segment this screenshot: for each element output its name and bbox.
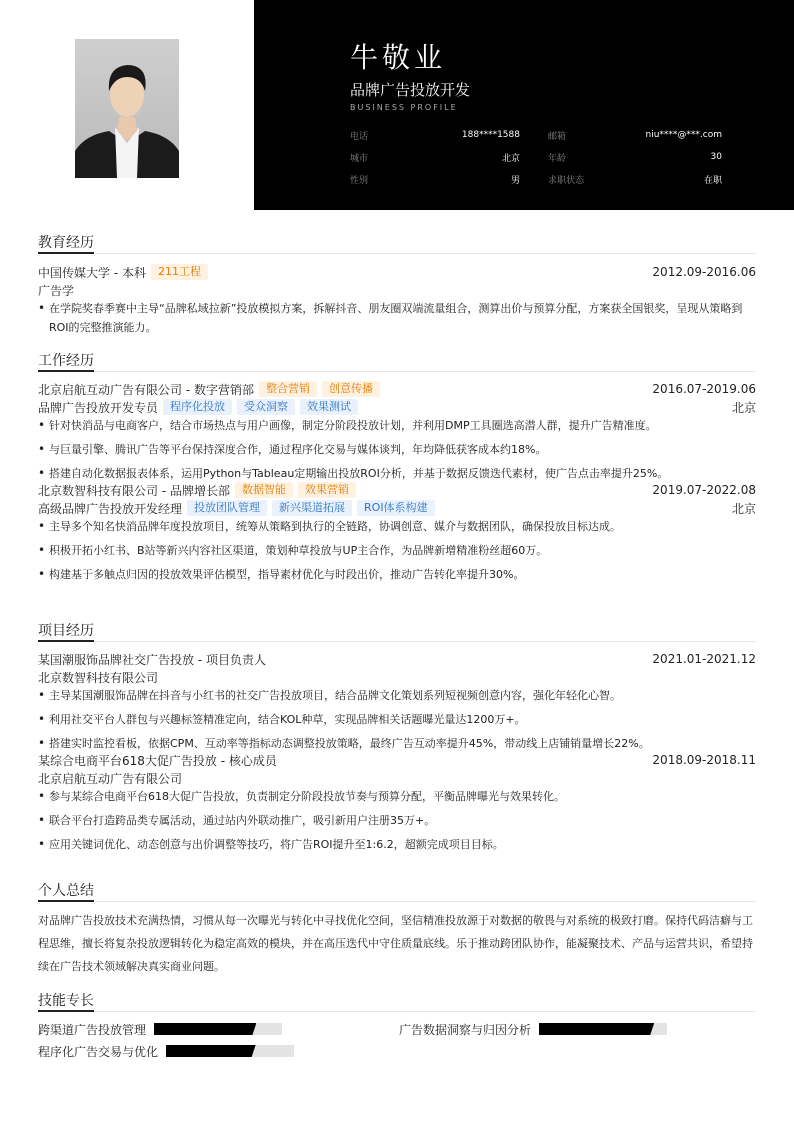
- info-label: 邮箱: [548, 131, 567, 142]
- project-date: 2021.01-2021.12: [652, 652, 756, 666]
- header-banner: [254, 0, 794, 210]
- project-bullets: [38, 686, 756, 753]
- list-item: • 利用社交平台人群包与兴趣标签精准定向，结合KOL种草，实现品牌相关话题曝光量达1200万+。: [38, 710, 756, 729]
- skill-fill: [166, 1045, 256, 1057]
- position-tag: 新兴渠道拓展: [272, 500, 352, 516]
- list-item: • 构建基于多触点归因的投放效果评估模型，指导素材优化与时段出价，推动广告转化率提升30%。: [38, 565, 756, 584]
- major-row: [38, 281, 756, 299]
- project-company: 北京启航互动广告有限公司: [38, 771, 183, 786]
- info-value: 北京: [501, 153, 520, 164]
- position-tag: 投放团队管理: [187, 500, 267, 516]
- project-entry: [38, 751, 756, 854]
- portrait-illustration: [75, 39, 179, 178]
- school-tag: 211工程: [151, 264, 208, 280]
- position-tag: 受众洞察: [237, 399, 295, 415]
- list-item: • 应用关键词优化、动态创意与出价调整等技巧，将广告ROI提升至1:6.2，超额完成项目目标。: [38, 835, 756, 854]
- section-title: 项目经历: [38, 620, 756, 642]
- info-city: [350, 146, 524, 168]
- info-value: 男: [510, 175, 520, 186]
- info-value: 188****1588: [461, 130, 520, 140]
- job-bullets: [38, 416, 756, 483]
- skill-item: [399, 1020, 756, 1038]
- job-position: 高级品牌广告投放开发经理: [38, 501, 183, 516]
- skill-label: 跨渠道广告投放管理: [38, 1022, 147, 1037]
- skill-bar: [539, 1023, 667, 1035]
- info-email: [524, 124, 722, 146]
- job-date: 2019.07-2022.08: [652, 483, 756, 497]
- position-tag: 程序化投放: [163, 399, 232, 415]
- position-tag: ROI体系构建: [357, 500, 435, 516]
- info-label: 电话: [350, 131, 369, 142]
- skill-label: 程序化广告交易与优化: [38, 1044, 159, 1059]
- info-value: 30: [710, 152, 722, 162]
- project-name-row: [38, 751, 756, 769]
- job-entry: [38, 481, 756, 584]
- section-title: 技能专长: [38, 990, 756, 1012]
- info-gender: [350, 168, 524, 190]
- skill-item: [38, 1042, 399, 1060]
- skill-fill: [154, 1023, 256, 1035]
- skill-item: [38, 1020, 399, 1038]
- list-item: • 联合平台打造跨品类专属活动，通过站内外联动推广，吸引新用户注册35万+。: [38, 811, 756, 830]
- job-bullets: [38, 517, 756, 584]
- candidate-name: 牛敬业: [350, 41, 447, 74]
- education-section: [38, 232, 756, 350]
- list-item: • 积极开拓小红书、B站等新兴内容社区渠道，策划种草投放与UP主合作，为品牌新增精准粉丝超60万。: [38, 541, 756, 560]
- list-item: • 搭建实时监控看板，依据CPM、互动率等指标动态调整投放策略，最终广告互动率提升45%，带动线上店铺销量增长22%。: [38, 734, 756, 753]
- info-value: niu****@***.com: [645, 130, 722, 140]
- job-position-row: [38, 499, 756, 517]
- education-date: 2012.09-2016.06: [652, 265, 756, 279]
- skills-grid: [38, 1020, 756, 1060]
- section-title: 工作经历: [38, 350, 756, 372]
- position-tag: 效果测试: [300, 399, 358, 415]
- company-tag: 效果营销: [298, 482, 356, 498]
- job-position: 品牌广告投放开发专员: [38, 400, 159, 415]
- company-tag: 创意传播: [322, 381, 380, 397]
- info-label: 城市: [350, 153, 369, 164]
- company-name: 北京启航互动广告有限公司 - 数字营销部: [38, 382, 254, 397]
- info-status: [524, 168, 722, 190]
- list-item: • 在学院奖春季赛中主导“品牌私域拉新”投放模拟方案，拆解抖音、朋友圈双端流量组合，测算出价与预算分配，方案获全国银奖，呈现从策略到ROI的完整推演能力。: [38, 299, 756, 337]
- skill-bar: [154, 1023, 282, 1035]
- education-bullets: [38, 299, 756, 337]
- project-bullets: [38, 787, 756, 854]
- list-item: • 与巨量引擎、腾讯广告等平台保持深度合作，通过程序化交易与媒体谈判，年均降低获客成本约18%。: [38, 440, 756, 459]
- job-entry: [38, 380, 756, 483]
- major: 广告学: [38, 283, 75, 298]
- summary-text: 对品牌广告投放技术充满热情，习惯从每一次曝光与转化中寻找优化空间，坚信精准投放源于对数据的敬畏与对系统的极致打磨。保持代码洁癖与工程思维，擅长将复杂投放逻辑转化为稳定高效的模块，并在高压迭代中守住质量底线。乐于推动跨团队协作，能凝聚技术、产品与运营共识，希望持续在广告技术领域解决真实商业问题。: [38, 914, 753, 973]
- projects-section: [38, 620, 756, 880]
- job-company-row: [38, 380, 756, 398]
- skill-fill: [539, 1023, 654, 1035]
- section-title: 教育经历: [38, 232, 756, 254]
- info-label: 年龄: [548, 153, 567, 164]
- list-item: • 搭建自动化数据报表体系，运用Python与Tableau定期输出投放ROI分析，并基于数据反馈迭代素材，使广告点击率提升25%。: [38, 464, 756, 483]
- summary-section: [38, 880, 756, 990]
- skills-section: [38, 990, 756, 1060]
- project-company-row: [38, 668, 756, 686]
- project-company-row: [38, 769, 756, 787]
- project-company: 北京数智科技有限公司: [38, 670, 159, 685]
- info-label: 性别: [350, 175, 369, 186]
- project-entry: [38, 650, 756, 753]
- profile-tag: BUSINESS PROFILE: [350, 103, 458, 112]
- list-item: • 主导多个知名快消品牌年度投放项目，统筹从策略到执行的全链路，协调创意、媒介与数据团队，确保投放目标达成。: [38, 517, 756, 536]
- skill-bar: [166, 1045, 294, 1057]
- company-tag: 数据智能: [235, 482, 293, 498]
- section-title: 个人总结: [38, 880, 756, 902]
- education-row: [38, 263, 756, 281]
- job-city: 北京: [731, 400, 756, 415]
- project-name: 某综合电商平台618大促广告投放 - 核心成员: [38, 753, 277, 768]
- job-title: 品牌广告投放开发: [350, 81, 471, 99]
- list-item: • 主导某国潮服饰品牌在抖音与小红书的社交广告投放项目，结合品牌文化策划系列短视频创意内容，强化年轻化心智。: [38, 686, 756, 705]
- job-date: 2016.07-2019.06: [652, 382, 756, 396]
- company-name: 北京数智科技有限公司 - 品牌增长部: [38, 483, 230, 498]
- work-section: [38, 350, 756, 620]
- skill-label: 广告数据洞察与归因分析: [399, 1022, 532, 1037]
- school-name: 中国传媒大学 - 本科: [38, 265, 146, 280]
- job-position-row: [38, 398, 756, 416]
- project-date: 2018.09-2018.11: [652, 753, 756, 767]
- list-item: • 针对快消品与电商客户，结合市场热点与用户画像，制定分阶段投放计划，并利用DMP工具圈选高潜人群，提升广告精准度。: [38, 416, 756, 435]
- info-label: 求职状态: [548, 175, 585, 186]
- profile-photo: [75, 39, 179, 178]
- project-name: 某国潮服饰品牌社交广告投放 - 项目负责人: [38, 652, 266, 667]
- info-value: 在职: [703, 175, 722, 186]
- info-age: [524, 146, 722, 168]
- job-city: 北京: [731, 501, 756, 516]
- project-name-row: [38, 650, 756, 668]
- company-tag: 整合营销: [259, 381, 317, 397]
- job-company-row: [38, 481, 756, 499]
- resume-body: [38, 232, 756, 1060]
- contact-info: [350, 124, 722, 190]
- info-phone: [350, 124, 524, 146]
- list-item: • 参与某综合电商平台618大促广告投放，负责制定分阶段投放节奏与预算分配，平衡品牌曝光与效果转化。: [38, 787, 756, 806]
